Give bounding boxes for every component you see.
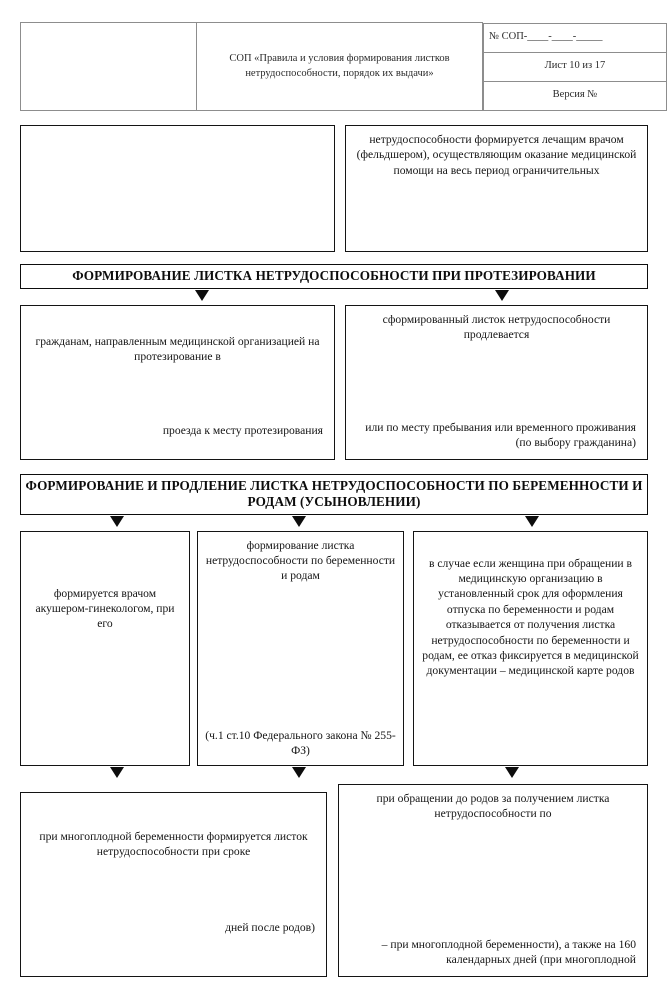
flow-box-maternity-col1: [20, 531, 190, 766]
down-arrow-icon: [292, 516, 306, 527]
header-sheet-number: Лист 10 из 17: [484, 52, 667, 81]
header-meta-row-code: [484, 23, 667, 52]
down-arrow-icon: [505, 767, 519, 778]
flow-box-maternity-bottom-right-bottom-text: – при многоплодной беременности), а также на 160 календарных дней (при многоплодной: [381, 937, 636, 967]
down-arrow-icon: [292, 767, 306, 778]
flow-box-prosthetics-right-bottom-text: или по месту пребывания или временного проживания (по выбору гражданина): [365, 421, 636, 450]
column-gap: [404, 531, 413, 766]
flow-box-prosthetics-left-bottom-text: проезда к месту протезирования: [162, 424, 323, 438]
section-banner-maternity: ФОРМИРОВАНИЕ И ПРОДЛЕНИЕ ЛИСТКА НЕТРУДОСПОСОБНОСТИ ПО БЕРЕМЕННОСТИ И РОДАМ (УСЫНОВЛЕНИИ): [20, 474, 648, 515]
header-document-title: СОП «Правила и условия формирования листков нетрудоспособности, порядок их выдачи»: [197, 23, 483, 111]
flow-box-maternity-bottom-left-top-text: при многоплодной беременности формируется листок нетрудоспособности при сроке: [39, 829, 308, 858]
header-sop-code: № СОП-____-____-_____: [484, 23, 667, 52]
flow-box-spacer: [28, 132, 327, 245]
down-arrow-icon: [110, 767, 124, 778]
header-logo-cell: [21, 23, 197, 111]
down-arrow-icon: [525, 516, 539, 527]
flow-box-prosthetics-left: [20, 305, 335, 460]
document-header-table: [20, 22, 667, 111]
flow-box-spacer: [353, 343, 640, 420]
flow-box-spacer: [28, 365, 327, 424]
arrow-row-maternity-bottom: [20, 766, 648, 784]
header-meta-row-version: [484, 81, 667, 110]
column-gap: [335, 305, 345, 460]
flow-row-maternity-bottom: [20, 784, 648, 977]
flow-box-maternity-bottom-left: [20, 792, 327, 977]
flow-box-maternity-col2-bottom-text: (ч.1 ст.10 Федерального закона № 255-ФЗ): [205, 728, 396, 758]
arrow-row-maternity-top: [20, 515, 648, 531]
flow-box-spacer: [28, 632, 182, 759]
column-gap: [327, 784, 338, 977]
header-row: [21, 23, 668, 111]
header-meta-row-sheet: [484, 52, 667, 81]
flow-box-prosthetics-left-top-text: гражданам, направленным медицинской организацией на протезирование в: [35, 334, 320, 364]
flow-box-top-right-top-text: нетрудоспособности формируется лечащим врачом (фельдшером), осуществляющим оказание медицинской помощи на весь период ограничительных: [356, 133, 637, 177]
vertical-spacer: [20, 460, 648, 474]
arrow-row-prosthetics: [20, 289, 648, 305]
flow-box-maternity-bottom-left-bottom-text: дней после родов): [225, 921, 315, 935]
down-arrow-icon: [495, 290, 509, 301]
flow-box-spacer: [421, 679, 640, 759]
flow-row-maternity: [20, 531, 648, 766]
flow-box-maternity-bottom-right: [338, 784, 648, 977]
flow-box-top-right: [345, 125, 648, 252]
down-arrow-icon: [195, 290, 209, 301]
flow-box-maternity-bottom-right-top-text: при обращении до родов за получением листка нетрудоспособности по: [376, 791, 610, 820]
flow-box-spacer: [28, 538, 182, 586]
flow-box-top-left: [20, 125, 335, 252]
flow-box-prosthetics-right: [345, 305, 648, 460]
flow-box-prosthetics-right-top-text: сформированный листок нетрудоспособности продлевается: [382, 312, 611, 342]
flow-box-spacer: [205, 584, 396, 728]
flow-box-spacer: [346, 821, 640, 936]
flow-box-maternity-col2-top-text: формирование листка нетрудоспособности по беременности и родам: [205, 538, 396, 583]
flow-box-maternity-col2: [197, 531, 404, 766]
flow-row-top: [20, 125, 648, 252]
flow-box-maternity-col3-top-text: в случае если женщина при обращении в медицинскую организацию в установленный срок для оформления отпуска по беременности и родам отказывается от получения листка нетрудоспособности по беременности и родам, ее отказ фиксируется в медицинской документации – медицинской карте родов: [422, 556, 639, 678]
section-banner-prosthetics: ФОРМИРОВАНИЕ ЛИСТКА НЕТРУДОСПОСОБНОСТИ ПРИ ПРОТЕЗИРОВАНИИ: [20, 264, 648, 289]
flow-box-spacer: [353, 178, 640, 245]
flow-box-spacer: [28, 859, 319, 920]
column-gap: [190, 531, 197, 766]
header-version-number: Версия №: [484, 81, 667, 110]
column-gap: [335, 125, 345, 252]
header-meta-table: [483, 23, 667, 111]
flow-row-prosthetics: [20, 305, 648, 460]
header-meta-cell: [483, 23, 668, 111]
flow-box-maternity-col1-mid-text: формируется врачом акушером-гинекологом, при его: [35, 586, 175, 631]
down-arrow-icon: [110, 516, 124, 527]
flow-box-maternity-col3: [413, 531, 648, 766]
vertical-spacer: [20, 252, 648, 264]
